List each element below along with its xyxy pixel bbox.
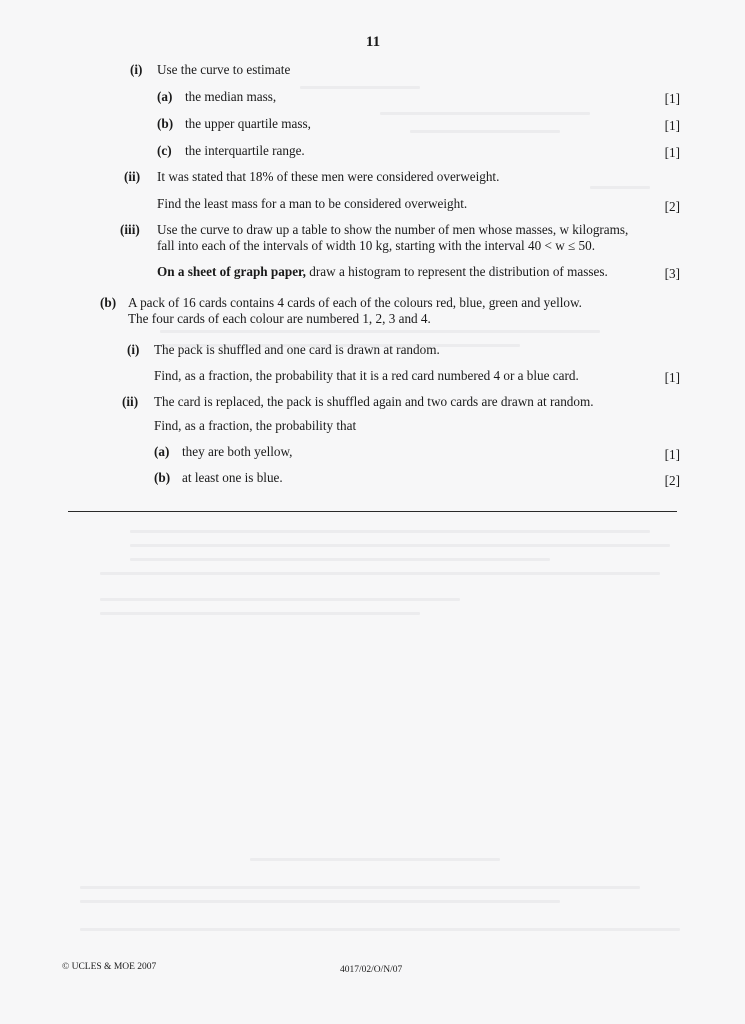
- question-text: The four cards of each colour are numbered 1, 2, 3 and 4.: [128, 311, 431, 326]
- question-text: It was stated that 18% of these men were considered overweight.: [157, 169, 500, 184]
- mark-allocation: [3]: [664, 266, 680, 281]
- part-text: the median mass,: [185, 89, 277, 104]
- part-text: they are both yellow,: [182, 444, 293, 459]
- sub-question-label: (ii): [122, 394, 139, 409]
- part-text: at least one is blue.: [182, 470, 283, 485]
- part-label: (b): [154, 470, 171, 485]
- question-text: Find the least mass for a man to be considered overweight.: [157, 196, 468, 211]
- question-text: Find, as a fraction, the probability that: [154, 418, 357, 433]
- part-label: (c): [157, 143, 172, 158]
- question-text: Use the curve to draw up a table to show the number of men whose masses, w kilograms,: [157, 222, 629, 237]
- mark-allocation: [2]: [664, 199, 680, 214]
- part-label: (b): [157, 116, 174, 131]
- paper-code-footer: 4017/02/O/N/07: [340, 965, 403, 975]
- question-text: The card is replaced, the pack is shuffled again and two cards are drawn at random.: [154, 394, 594, 409]
- part-label: (a): [157, 89, 173, 104]
- question-text: A pack of 16 cards contains 4 cards of each of the colours red, blue, green and yellow.: [128, 295, 582, 310]
- sub-question-label: (iii): [120, 222, 140, 237]
- question-label: (b): [100, 295, 117, 310]
- question-text: fall into each of the intervals of width 10 kg, starting with the interval 40 < w ≤ 50.: [157, 238, 596, 253]
- sub-question-label: (ii): [124, 169, 141, 184]
- page-number: 11: [365, 34, 381, 50]
- question-text: Use the curve to estimate: [157, 62, 291, 77]
- mark-allocation: [1]: [664, 91, 680, 106]
- histogram-instruction: [157, 264, 608, 279]
- sub-question-label: (i): [127, 342, 140, 357]
- copyright-footer: © UCLES & MOE 2007: [62, 962, 157, 972]
- mark-allocation: [1]: [664, 145, 680, 160]
- mark-allocation: [1]: [664, 118, 680, 133]
- sub-question-label: (i): [130, 62, 143, 77]
- part-label: (a): [154, 444, 170, 459]
- question-text: Find, as a fraction, the probability that it is a red card numbered 4 or a blue card.: [154, 368, 579, 383]
- part-text: the upper quartile mass,: [185, 116, 311, 131]
- section-divider: [68, 511, 677, 512]
- question-text: The pack is shuffled and one card is drawn at random.: [154, 342, 440, 357]
- mark-allocation: [1]: [664, 370, 680, 385]
- part-text: the interquartile range.: [185, 143, 305, 158]
- emphasis-text: On a sheet of graph paper,: [157, 264, 306, 279]
- mark-allocation: [1]: [664, 447, 680, 462]
- instruction-text: draw a histogram to represent the distribution of masses.: [305, 264, 608, 279]
- mark-allocation: [2]: [664, 473, 680, 488]
